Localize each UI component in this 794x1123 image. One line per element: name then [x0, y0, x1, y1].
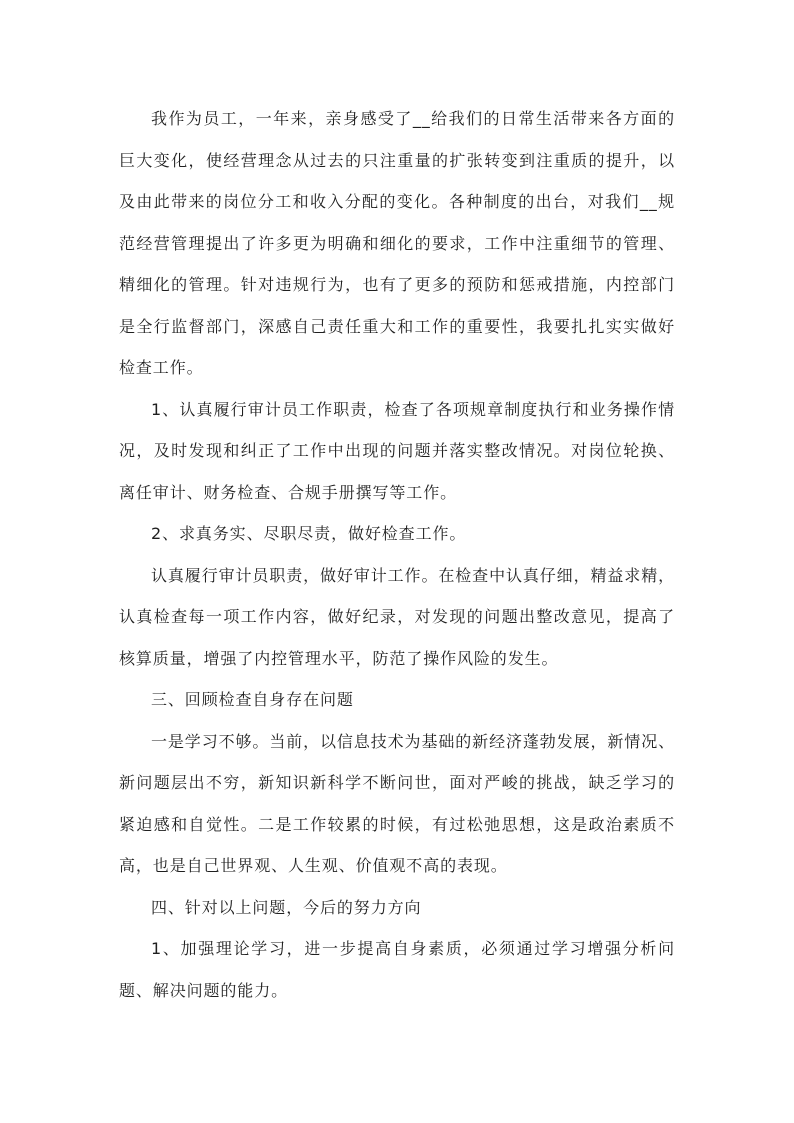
paragraph-item-2: 2、求真务实、尽职尽责，做好检查工作。 [151, 524, 467, 543]
paragraph-intro: 我作为员工，一年来，亲身感受了__给我们的日常生活带来各方面的巨大变化，使经营理念从过去的只注重量的扩张转变到注重质的提升，以及由此带来的岗位分工和收入分配的变化。各种制度的出台，对我们__规范经营管理提出了许多更为明确和细化的要求，工作中注重细节的管理、精细化的管理。针对违规行为，也有了更多的预防和惩戒措施，内控部门是全行监督部门，深感自己责任重大和工作的重要性，我要扎扎实实做好检查工作。 [119, 109, 675, 377]
section-heading-3: 三、回顾检查自身存在问题 [151, 690, 354, 709]
paragraph-audit-duty: 认真履行审计员职责，做好审计工作。在检查中认真仔细，精益求精，认真检查每一项工作内容，做好纪录，对发现的问题出整改意见，提高了核算质量，增强了内控管理水平，防范了操作风险的发生。 [119, 565, 675, 668]
section-heading-4: 四、针对以上问题，今后的努力方向 [151, 897, 422, 917]
document-body [119, 98, 675, 1011]
paragraph-item-1: 1、认真履行审计员工作职责，检查了各项规章制度执行和业务操作情况，及时发现和纠正了工作中出现的问题并落实整改情况。对岗位轮换、离任审计、财务检查、合规手册撰写等工作。 [119, 399, 675, 502]
paragraph-direction-1: 1、加强理论学习，进一步提高自身素质，必须通过学习增强分析问题、解决问题的能力。 [119, 939, 675, 1000]
paragraph-problems: 一是学习不够。当前，以信息技术为基础的新经济蓬勃发展，新情况、新问题层出不穷，新知识新科学不断问世，面对严峻的挑战，缺乏学习的紧迫感和自觉性。二是工作较累的时候，有过松弛思想，这是政治素质不高，也是自己世界观、人生观、价值观不高的表现。 [119, 731, 675, 875]
